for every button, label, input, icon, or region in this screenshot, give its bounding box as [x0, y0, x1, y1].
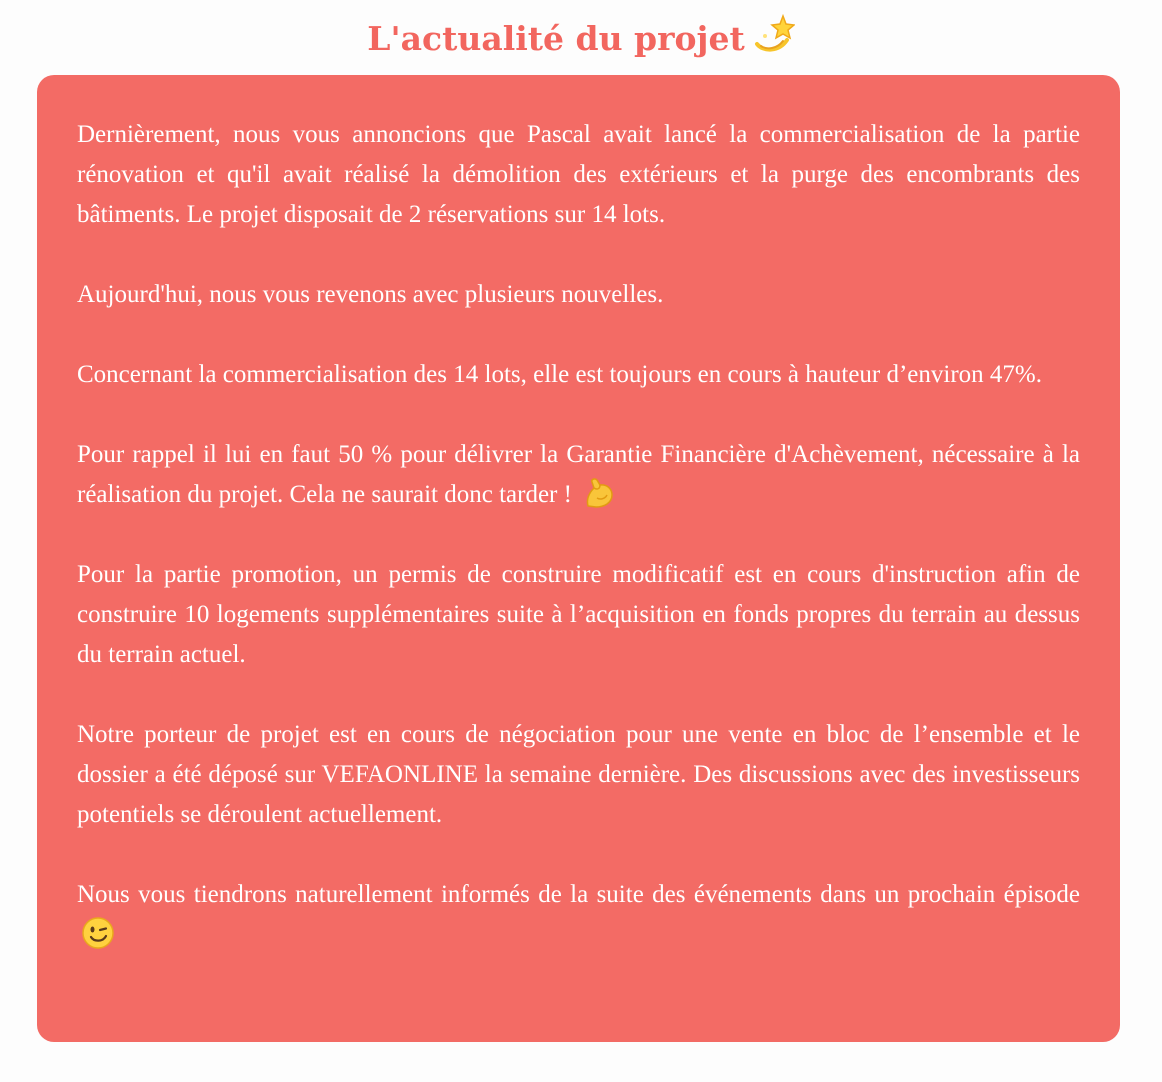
paragraph-negotiation: Notre porteur de projet est en cours de négociation pour une vente en bloc de l’ensemble et le dossier a été déposé sur VEFAONLINE la semaine dernière. Des discussions avec des investisseurs potentiels se déroulent actuellement.: [77, 721, 1080, 828]
paragraph-commercialisation: Concernant la commercialisation des 14 lots, elle est toujours en cours à hauteur d’environ 47%.: [77, 361, 1043, 388]
paragraph-reminder-text: Pour rappel il lui en faut 50 % pour délivrer la Garantie Financière d'Achèvement, nécessaire à la réalisation du projet. Cela ne saurait donc tarder !: [77, 441, 1080, 508]
page-title: [0, 14, 1162, 68]
flexed-biceps-icon: [582, 476, 616, 510]
paragraph-today: Aujourd'hui, nous vous revenons avec plusieurs nouvelles.: [77, 281, 664, 308]
paragraph-closing: [77, 875, 1080, 955]
paragraph-reminder: [77, 435, 1080, 515]
paragraph-closing-text: Nous vous tiendrons naturellement informés de la suite des événements dans un prochain épisode: [77, 881, 1080, 908]
winking-face-icon: [81, 916, 115, 950]
paragraph-promotion: Pour la partie promotion, un permis de construire modificatif est en cours d'instruction afin de construire 10 logements supplémentaires suite à l’acquisition en fonds propres du terrain au dessus du terrain actuel.: [77, 561, 1080, 668]
page-title-text: L'actualité du projet: [367, 19, 745, 58]
paragraph-intro: Dernièrement, nous vous annoncions que Pascal avait lancé la commercialisation de la partie rénovation et qu'il avait réalisé la démolition des extérieurs et la purge des encombrants des bâtiments. Le projet disposait de 2 réservations sur 14 lots.: [77, 121, 1080, 228]
dizzy-star-icon: [753, 14, 795, 68]
news-card: [37, 75, 1120, 1042]
